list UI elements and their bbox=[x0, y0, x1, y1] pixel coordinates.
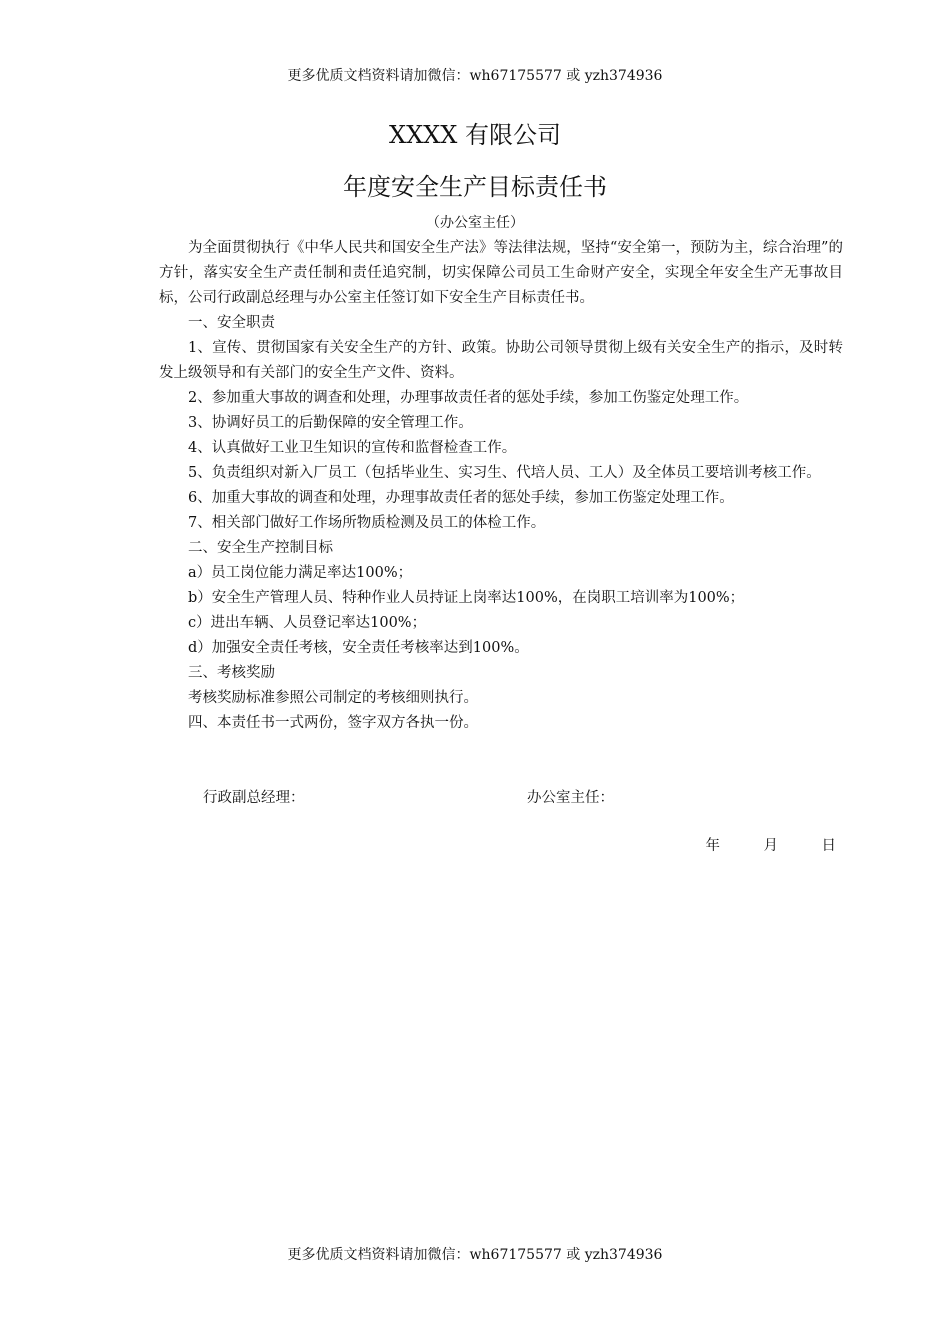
section-heading-assessment: 三、考核奖励 bbox=[188, 665, 275, 681]
target-item-b: b）安全生产管理人员、特种作业人员持证上岗率达100%，在岗职工培训率为100%； bbox=[188, 590, 745, 606]
document-subtitle: （办公室主任） bbox=[426, 215, 524, 231]
intro-paragraph: 为全面贯彻执行《中华人民共和国安全生产法》等法律法规，坚持“安全第一，预防为主，综合治理”的方针，落实安全生产责任制和责任追究制，切实保障公司员工生命财产安全，实现全年安全生产无事故目标，公司行政副总经理与办公室主任签订如下安全生产目标责任书。 bbox=[159, 240, 843, 306]
signature-row bbox=[159, 786, 843, 810]
target-item-d: d）加强安全责任考核，安全责任考核率达到100%。 bbox=[188, 640, 529, 656]
document-title: 年度安全生产目标责任书 bbox=[343, 173, 607, 201]
section-heading-copies: 四、本责任书一式两份，签字双方各执一份。 bbox=[188, 715, 478, 731]
duty-item-5: 5、负责组织对新入厂员工（包括毕业生、实习生、代培人员、工人）及全体员工要培训考核工作。 bbox=[188, 465, 821, 481]
company-name: XXXX 有限公司 bbox=[389, 121, 561, 149]
duty-item-2: 2、参加重大事故的调查和处理，办理事故责任者的惩处手续，参加工伤鉴定处理工作。 bbox=[188, 390, 749, 406]
document-body bbox=[159, 236, 843, 736]
assessment-text: 考核奖励标准参照公司制定的考核细则执行。 bbox=[188, 690, 478, 706]
duty-item-4: 4、认真做好工业卫生知识的宣传和监督检查工作。 bbox=[188, 440, 517, 456]
target-item-a: a）员工岗位能力满足率达100%； bbox=[188, 565, 413, 581]
footer-note: 更多优质文档资料请加微信：wh67175577 或 yzh374936 bbox=[287, 1247, 663, 1263]
section-heading-safety-duties: 一、安全职责 bbox=[188, 315, 275, 331]
signature-left-label: 行政副总经理： bbox=[203, 790, 305, 806]
section-heading-control-targets: 二、安全生产控制目标 bbox=[188, 540, 333, 556]
duty-item-3: 3、协调好员工的后勤保障的安全管理工作。 bbox=[188, 415, 473, 431]
signature-right-label: 办公室主任： bbox=[527, 790, 614, 806]
duty-item-6: 6、加重大事故的调查和处理，办理事故责任者的惩处手续，参加工伤鉴定处理工作。 bbox=[188, 490, 734, 506]
duty-item-7: 7、相关部门做好工作场所物质检测及员工的体检工作。 bbox=[188, 515, 546, 531]
duty-item-1: 1、宣传、贯彻国家有关安全生产的方针、政策。协助公司领导贯彻上级有关安全生产的指示，及时转发上级领导和有关部门的安全生产文件、资料。 bbox=[159, 340, 843, 381]
target-item-c: c）进出车辆、人员登记率达100%； bbox=[188, 615, 427, 631]
header-note: 更多优质文档资料请加微信：wh67175577 或 yzh374936 bbox=[287, 68, 663, 84]
date-line: 年 月 日 bbox=[705, 838, 836, 854]
